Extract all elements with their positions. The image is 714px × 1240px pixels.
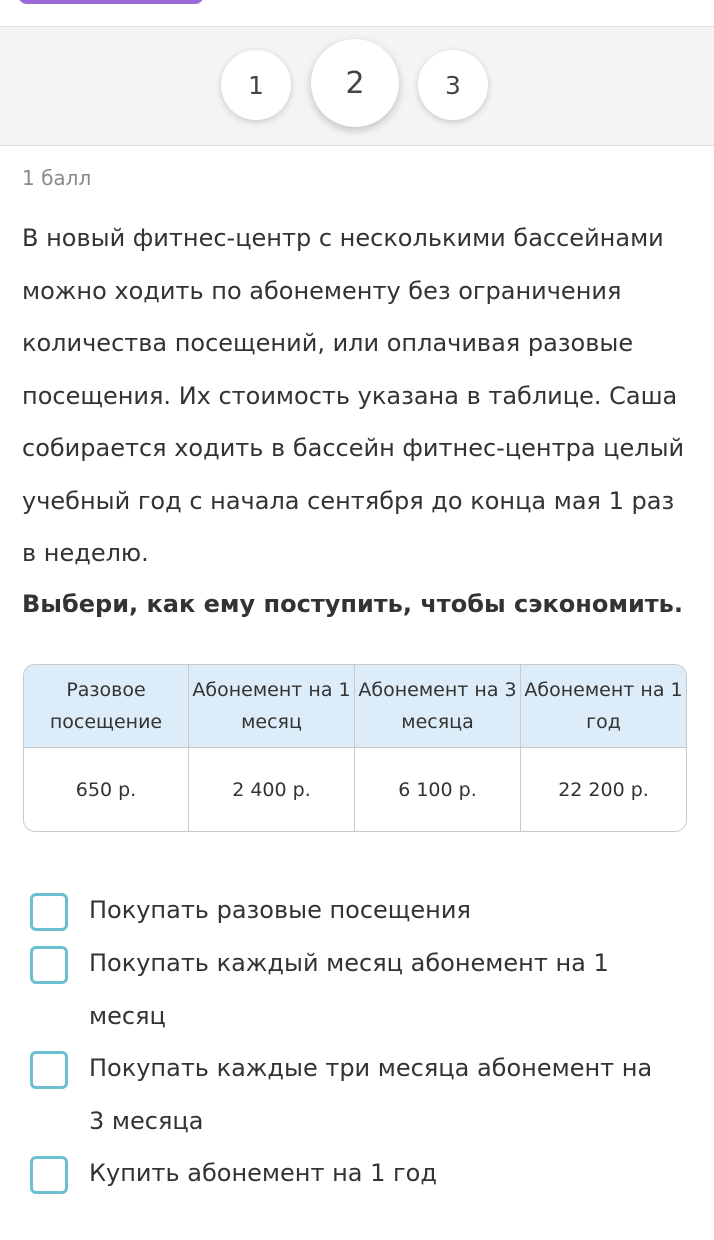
answer-checkbox[interactable] [30,1051,68,1089]
table-value-cell: 650 р. [24,748,189,831]
page-button-1[interactable]: 1 [221,50,291,120]
table-value-cell: 22 200 р. [521,748,686,831]
table-value-cell: 6 100 р. [355,748,521,831]
table-header-cell: Абонемент на 1 год [521,665,686,748]
answer-option-label[interactable]: Купить абонемент на 1 год [89,1159,437,1187]
table-header-cell: Абонемент на 1 месяц [189,665,355,748]
answer-checkbox[interactable] [30,1156,68,1194]
question-text: В новый фитнес-центр с несколькими бассейнами можно ходить по абонементу без ограничения количества посещений, или оплачивая разовые посещения. Их стоимость указана в таблице. Саша собирается ходить в бассейн фитнес-центра целый учебный год с начала сентября до конца мая 1 раз в неделю. [22,224,685,567]
table-value-cell: 2 400 р. [189,748,355,831]
answer-option-label[interactable]: Покупать каждые три месяца абонемент на 3 месяца [89,1054,653,1135]
page-button-3[interactable]: 3 [418,50,488,120]
answer-option-label[interactable]: Покупать разовые посещения [89,896,471,924]
answer-checkbox[interactable] [30,893,68,931]
table-header-cell: Разовое посещение [24,665,189,748]
answer-option-label[interactable]: Покупать каждый месяц абонемент на 1 месяц [89,949,609,1030]
table-header-cell: Абонемент на 3 месяца [355,665,521,748]
question-points: 1 балл [22,166,92,190]
top-accent-pill [18,0,204,4]
answer-checkbox[interactable] [30,946,68,984]
page-button-2-current[interactable]: 2 [311,39,399,127]
question-pagination [0,26,714,146]
task-instruction: Выбери, как ему поступить, чтобы сэкономить. [22,590,683,618]
price-table [23,664,687,832]
